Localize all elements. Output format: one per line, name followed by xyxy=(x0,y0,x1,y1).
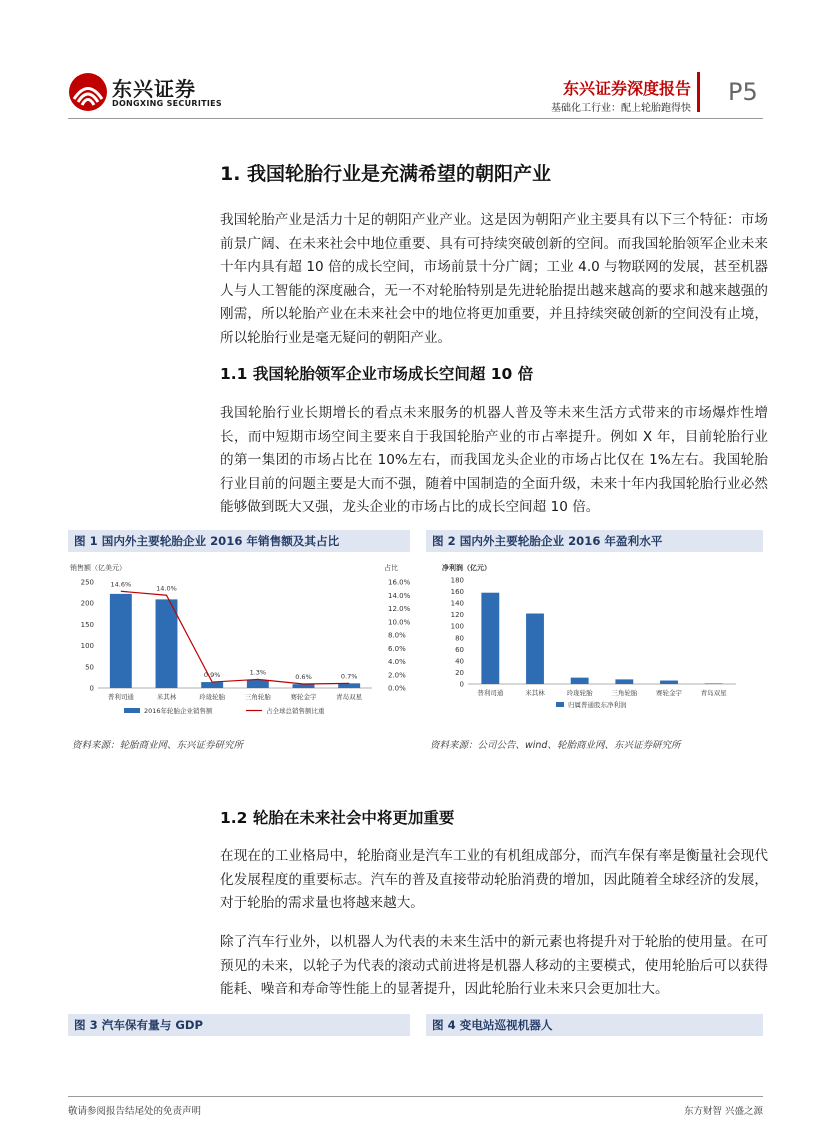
section-1-1-title: 1.1 我国轮胎领军企业市场成长空间超 10 倍 xyxy=(220,365,534,383)
figure-3-caption: 图 3 汽车保有量与 GDP xyxy=(74,1018,203,1032)
x-tick-label: 米其林 xyxy=(156,693,177,701)
footer-rule xyxy=(68,1096,763,1097)
x-tick-label: 青岛双星 xyxy=(336,693,363,701)
y-tick-label: 180 xyxy=(450,576,464,585)
y-tick-label: 150 xyxy=(80,620,94,629)
y-tick-label: 250 xyxy=(80,578,94,587)
y-tick-label: 0 xyxy=(89,684,94,693)
bar xyxy=(201,682,223,688)
y-axis-label: 销售额（亿美元） xyxy=(70,564,126,572)
page-number: P5 xyxy=(728,78,758,106)
x-tick-label: 玲珑轮胎 xyxy=(199,693,226,701)
figure-4-caption-bar xyxy=(426,1014,763,1036)
bar xyxy=(660,681,678,684)
y-tick-label: 60 xyxy=(455,645,464,654)
x-tick-label: 玲珑轮胎 xyxy=(566,689,593,697)
y-tick-label: 0 xyxy=(459,680,464,689)
y-tick-label: 50 xyxy=(85,663,94,672)
y-tick-label: 140 xyxy=(450,599,464,608)
data-label: 0.6% xyxy=(295,673,312,682)
data-label: 14.0% xyxy=(156,584,177,593)
bar xyxy=(110,594,132,688)
data-label: 1.3% xyxy=(249,668,267,677)
y2-tick-label: 4.0% xyxy=(388,658,406,666)
bar xyxy=(156,599,178,688)
legend-label: 2016年轮胎企业销售额 xyxy=(144,707,213,715)
report-subtitle: 基础化工行业：配上轮胎跑得快 xyxy=(551,103,691,114)
y2-tick-label: 6.0% xyxy=(388,644,406,653)
header-rule xyxy=(68,118,763,119)
legend-swatch-bar xyxy=(556,702,564,707)
figure-3-caption-bar xyxy=(68,1014,410,1036)
y2-tick-label: 10.0% xyxy=(388,618,411,627)
y2-tick-label: 0.0% xyxy=(388,684,406,693)
x-tick-label: 普利司通 xyxy=(477,689,504,697)
figure-1-caption-bar xyxy=(68,530,410,552)
legend-label: 归属普通股东净利润 xyxy=(568,701,627,709)
x-tick-label: 普利司通 xyxy=(107,693,134,701)
y-tick-label: 100 xyxy=(80,642,94,651)
header-divider xyxy=(697,72,700,112)
figure-2-source: 资料来源：公司公告、wind、轮胎商业网、东兴证券研究所 xyxy=(430,740,681,751)
bar xyxy=(293,684,315,688)
legend-swatch-bar xyxy=(124,708,140,713)
bar xyxy=(615,679,633,684)
y2-tick-label: 12.0% xyxy=(388,605,411,613)
y2-tick-label: 16.0% xyxy=(388,578,411,587)
x-tick-label: 赛轮金宇 xyxy=(290,693,317,701)
data-label: 0.7% xyxy=(340,672,358,681)
bar xyxy=(571,678,589,684)
figure-2-chart xyxy=(426,556,763,726)
figure-1-source: 资料来源：轮胎商业网、东兴证券研究所 xyxy=(72,740,244,751)
figure-2-caption-bar xyxy=(426,530,763,552)
y2-tick-label: 2.0% xyxy=(388,671,406,680)
x-tick-label: 青岛双星 xyxy=(700,689,727,697)
figure-2-caption: 图 2 国内外主要轮胎企业 2016 年盈利水平 xyxy=(432,534,663,548)
bar xyxy=(526,614,544,684)
report-title: 东兴证券深度报告 xyxy=(562,79,691,98)
share-line xyxy=(121,591,349,684)
section-1-2-paragraph-2: 除了汽车行业外，以机器人为代表的未来生活中的新元素也将提升对于轮胎的使用量。在可预见的未来，以轮子为代表的滚动式前进将是机器人移动的主要模式，使用轮胎后可以获得能耗、噪音和寿命等性能上的显著提升，因此轮胎行业未来只会更加壮大。 xyxy=(220,934,768,997)
footer-disclaimer: 敬请参阅报告结尾处的免责声明 xyxy=(68,1106,202,1117)
x-tick-label: 三角轮胎 xyxy=(244,693,271,701)
y-tick-label: 160 xyxy=(450,588,464,597)
section-1-2-paragraph-1: 在现在的工业格局中，轮胎商业是汽车工业的有机组成部分，而汽车保有率是衡量社会现代化发展程度的重要标志。汽车的普及直接带动轮胎消费的增加，因此随着全球经济的发展，对于轮胎的需求量也将越来越大。 xyxy=(220,848,768,911)
y2-tick-label: 14.0% xyxy=(388,591,411,600)
x-tick-label: 三角轮胎 xyxy=(611,689,638,697)
section-1-title: 1. 我国轮胎行业是充满希望的朝阳产业 xyxy=(220,163,552,185)
y-tick-label: 200 xyxy=(80,599,94,608)
legend-label: 占全球总销售额比重 xyxy=(266,707,325,715)
y2-tick-label: 8.0% xyxy=(388,631,406,640)
y-tick-label: 20 xyxy=(455,668,464,677)
data-label: 0.9% xyxy=(203,671,221,680)
y-tick-label: 80 xyxy=(455,634,464,643)
x-tick-label: 赛轮金宇 xyxy=(656,689,682,697)
y-axis-label: 净利润（亿元） xyxy=(442,564,491,572)
data-label: 14.6% xyxy=(110,580,132,589)
figure-1-caption: 图 1 国内外主要轮胎企业 2016 年销售额及其占比 xyxy=(74,534,340,548)
section-1-paragraph: 我国轮胎产业是活力十足的朝阳产业产业。这是因为朝阳产业主要具有以下三个特征：市场前景广阔、在未来社会中地位重要、具有可持续突破创新的空间。而我国轮胎领军企业未来十年内具有超 10 倍的成长空间，市场前景十分广阔；工业 4.0 与物联网的发展，甚至机器人与人工智能的深度融合，无一不对轮胎特别是先进轮胎提出越来越高的要求和越来越强的刚需，所以轮胎产业在未来社会中的地位将更加重要，并且持续突破创新的空间没有止境，所以轮胎行业是毫无疑问的朝阳产业。 xyxy=(220,212,768,346)
logo-name-cn: 东兴证券 xyxy=(112,77,196,101)
y-tick-label: 100 xyxy=(450,622,464,631)
bar xyxy=(247,680,269,688)
figure-1-chart xyxy=(68,556,414,726)
y-tick-label: 120 xyxy=(450,611,464,620)
logo-name-en: DONGXING SECURITIES xyxy=(112,99,222,108)
footer-slogan: 东方财智 兴盛之源 xyxy=(683,1106,763,1117)
bar xyxy=(481,593,499,684)
dongxing-logo-icon xyxy=(68,72,108,112)
bar xyxy=(705,683,723,684)
y2-axis-label: 占比 xyxy=(384,564,398,572)
x-tick-label: 米其林 xyxy=(525,689,545,697)
section-1-2-title: 1.2 轮胎在未来社会中将更加重要 xyxy=(220,809,455,827)
figure-4-caption: 图 4 变电站巡视机器人 xyxy=(432,1018,553,1032)
section-1-1-paragraph: 我国轮胎行业长期增长的看点未来服务的机器人普及等未来生活方式带来的市场爆炸性增长，而中短期市场空间主要来自于我国轮胎产业的市占率提升。例如 X 年，目前轮胎行业的第一集团的市场占比在 10%左右，而我国龙头企业的市场占比仅在 1%左右。我国轮胎行业目前的问题主要是大而不强，随着中国制造的全面升级，未来十年内我国轮胎行业必然能够做到既大又强，龙头企业的市场占比的成长空间超 10 倍。 xyxy=(220,405,768,515)
y-tick-label: 40 xyxy=(455,657,464,666)
